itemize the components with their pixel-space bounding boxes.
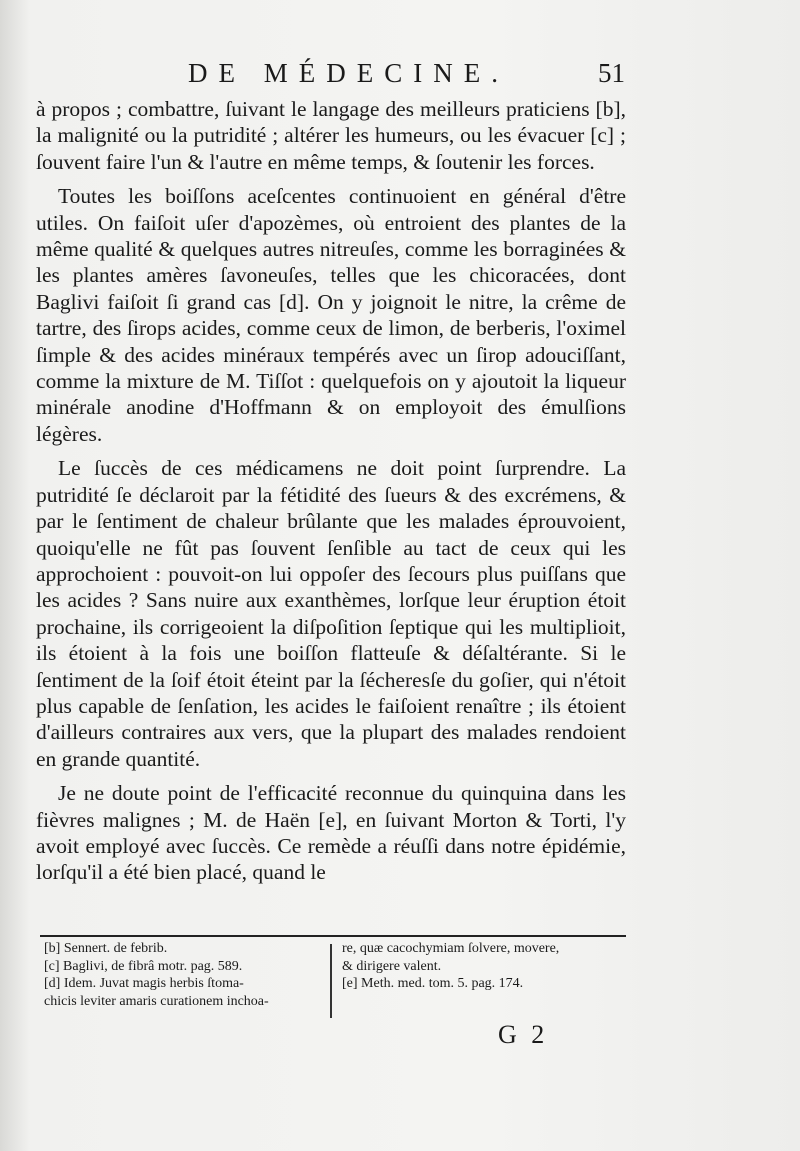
paragraph-4: Je ne doute point de l'efficacité reconnue du quinquina dans les fièvres malignes ; M. de Haën [e], en ſuivant Morton & Torti, l'y avoit employé avec ſuccès. Ce remède a réuſſi dans notre épidémie, lorſqu'il a été bien placé, quand le: [36, 781, 626, 885]
footnote-b: [b] Sennert. de febrib.: [44, 941, 168, 956]
footnote-rule: [40, 935, 626, 937]
footnote-d: [d] Idem. Juvat magis herbis ſtoma-: [44, 976, 244, 991]
footnote-c: [c] Baglivi, de fibrâ motr. pag. 589.: [44, 958, 243, 974]
running-title: DE MÉDECINE.: [188, 58, 509, 88]
footnote-d-continued: chicis leviter amaris curationem inchoa-: [44, 993, 269, 1009]
paragraph-3: Le ſuccès de ces médicamens ne doit point ſurprendre. La putridité ſe déclaroit par la fétidité des ſueurs & des excrémens, & par le ſentiment de chaleur brûlante que les malades éprouvoient, quoiqu'elle ne fût pas ſouvent ſenſible au tact de ceux qui les approchoient : pouvoit-on lui oppoſer des ſecours plus puiſſans que les acides ? Sans nuire aux exanthèmes, lorſque leur éruption étoit prochaine, ils corrigeoient la diſpoſition ſeptique qui les multiplioit, ils étoient à la fois une boiſſon flatteuſe & déſaltérante. Si le ſentiment de la ſoif étoit éteint par la ſécheresſe du goſier, qui n'étoit plus capable de ſenſation, les acides le faiſoient renaître ; ils étoient d'ailleurs contraires aux vers, que la plupart des malades rendoient en grande quantité.: [36, 456, 626, 771]
footnote-d-continued-2: re, quæ cacochymiam ſolvere, movere,: [342, 941, 560, 956]
paragraph-2: Toutes les boiſſons aceſcentes continuoient en général d'être utiles. On faiſoit uſer d'apozèmes, où entroient des plantes de la même qualité & quelques autres nitreuſes, comme les borraginées & les plantes amères ſavoneuſes, telles que les chicoracées, dont Baglivi faiſoit ſi grand cas [d]. On y joignoit le nitre, la crême de tartre, des ſirops acides, comme ceux de limon, de berberis, l'oximel ſimple & des acides minéraux tempérés avec un ſirop adouciſſant, comme la mixture de M. Tiſſot : quelquefois on y ajoutoit la liqueur minérale anodine d'Hoffmann & on employoit des émulſions légères.: [36, 184, 626, 446]
footnote-e: [e] Meth. med. tom. 5. pag. 174.: [342, 976, 524, 991]
footnote-column-divider: [330, 944, 332, 1018]
running-header: [0, 58, 800, 98]
page-number: 51: [598, 58, 625, 88]
paragraph-1: à propos ; combattre, ſuivant le langage des meilleurs praticiens [b], la malignité ou la putridité ; altérer les humeurs, ou les évacuer [c] ; ſouvent faire l'un & l'autre en même temps, & ſoutenir les forces.: [36, 97, 626, 174]
footnotes-right-column: [342, 940, 632, 993]
signature-mark: G 2: [498, 1020, 549, 1049]
footnote-d-continued-3: & dirigere valent.: [342, 958, 442, 974]
footnotes-left-column: [44, 940, 324, 1010]
main-text: [36, 96, 626, 894]
